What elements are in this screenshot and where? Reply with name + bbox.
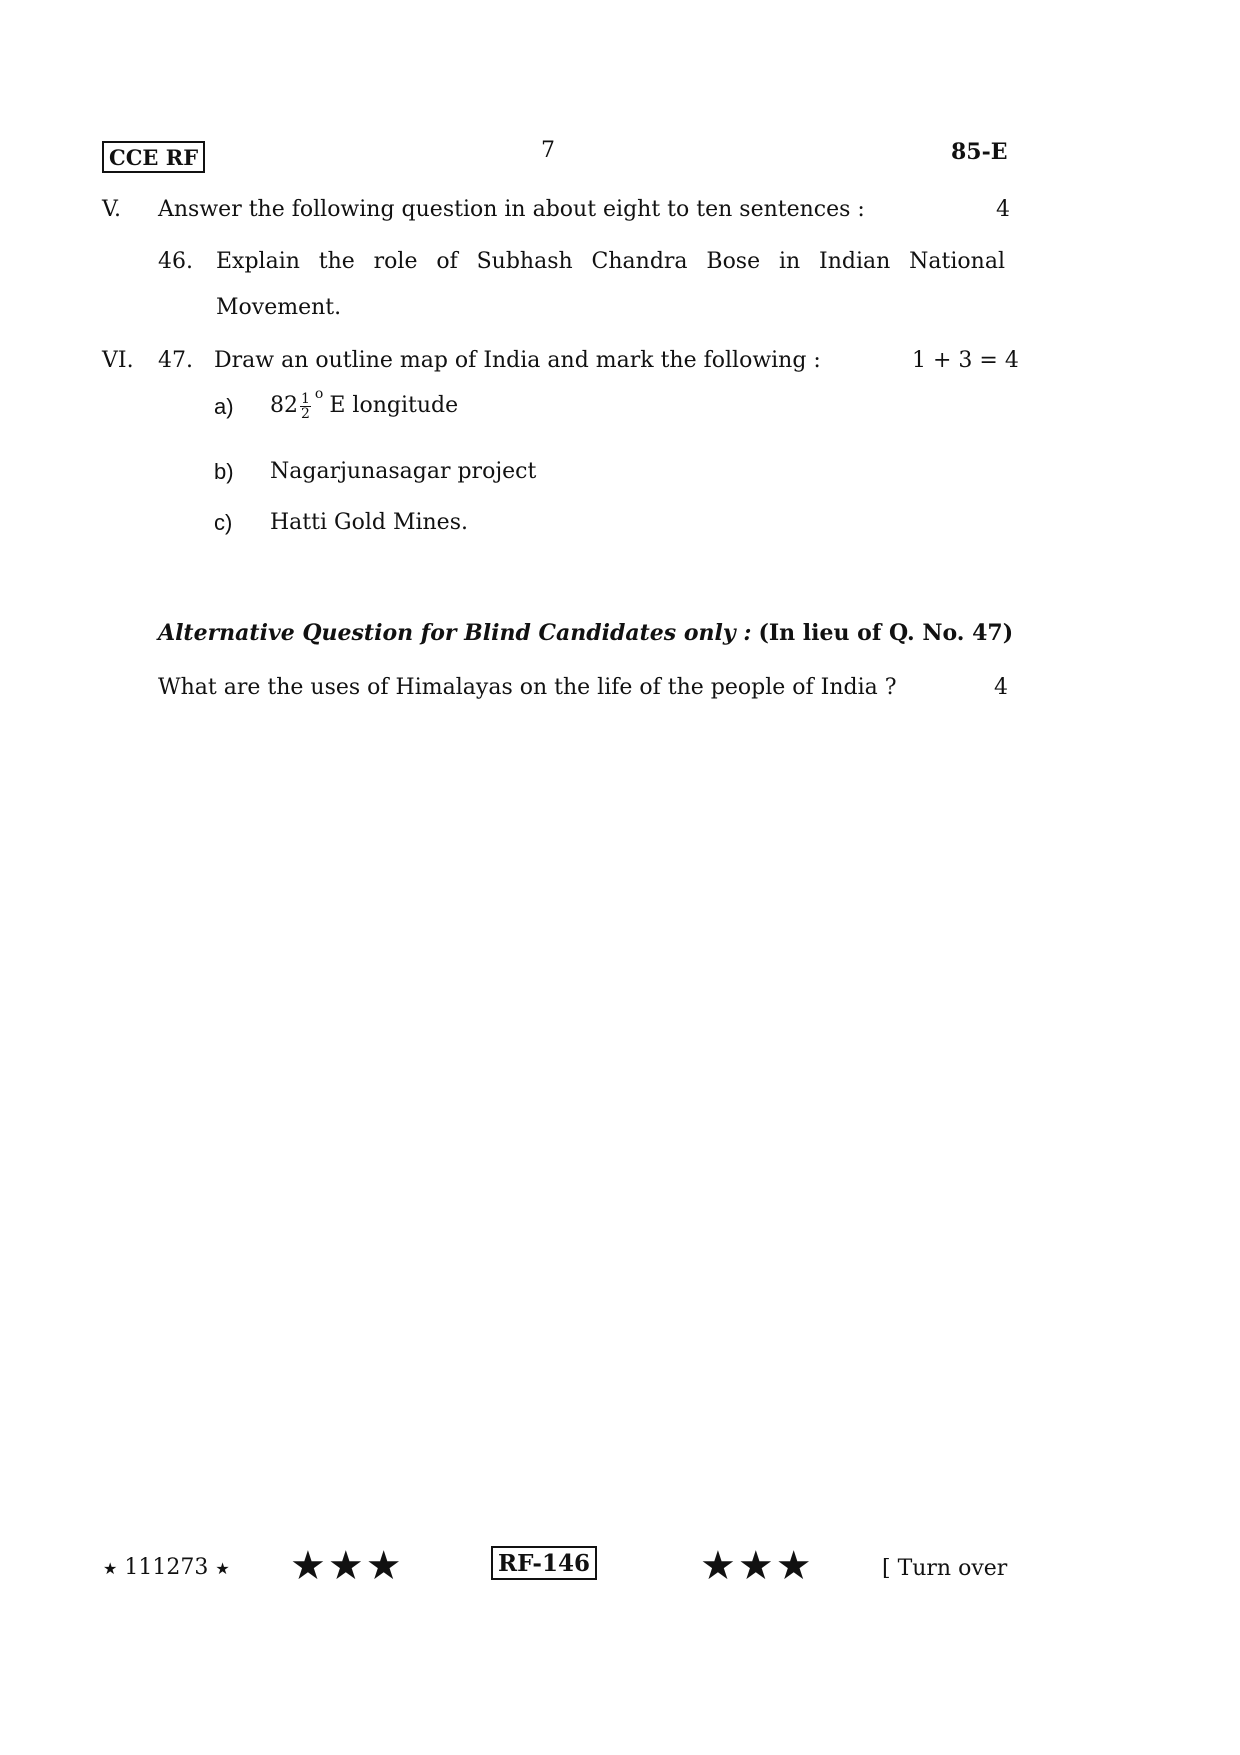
degree-symbol: o xyxy=(314,386,324,402)
footer-stars-left: ★★★ xyxy=(290,1543,404,1589)
fraction-numerator: 1 xyxy=(301,390,310,407)
section-v-instruction: Answer the following question in about eight to ten sentences : xyxy=(158,197,865,222)
question-46-line1: Explain the role of Subhash Chandra Bose in Indian National xyxy=(216,249,1005,274)
fraction-denominator: 2 xyxy=(301,405,310,422)
alternative-marks: 4 xyxy=(994,675,1008,700)
serial-number: 111273 xyxy=(124,1555,209,1580)
alternative-heading-italic: Alternative Question for Blind Candidates only : xyxy=(158,620,752,646)
footer-serial xyxy=(103,1555,230,1580)
paper-code-box: CCE RF xyxy=(102,141,205,173)
item-b-label: b) xyxy=(214,459,234,484)
footer-stars-right: ★★★ xyxy=(700,1543,814,1589)
subject-code: 85-E xyxy=(951,139,1008,165)
alternative-heading xyxy=(158,620,1013,646)
item-a-text xyxy=(270,386,458,421)
alternative-heading-rest: (In lieu of Q. No. 47) xyxy=(758,620,1014,646)
turn-over-note: [ Turn over xyxy=(882,1556,1008,1581)
section-v-marks: 4 xyxy=(996,197,1010,222)
item-b-text: Nagarjunasagar project xyxy=(270,459,537,484)
page-number: 7 xyxy=(541,138,555,163)
longitude-label: E longitude xyxy=(329,393,459,418)
question-47-instruction: Draw an outline map of India and mark the following : xyxy=(214,348,821,373)
longitude-fraction xyxy=(300,392,311,421)
star-icon: ★ xyxy=(103,1559,118,1578)
question-47-number: 47. xyxy=(158,348,193,373)
question-46-line2: Movement. xyxy=(216,295,342,320)
longitude-whole: 82 xyxy=(270,393,298,418)
question-47-marks: 1 + 3 = 4 xyxy=(912,348,1019,373)
item-c-text: Hatti Gold Mines. xyxy=(270,510,468,535)
question-46-number: 46. xyxy=(158,249,193,274)
alternative-question: What are the uses of Himalayas on the life of the people of India ? xyxy=(158,675,897,700)
section-vi-numeral: VI. xyxy=(102,348,134,373)
star-icon: ★ xyxy=(215,1559,230,1578)
footer-code-box: RF-146 xyxy=(491,1546,597,1580)
item-c-label: c) xyxy=(214,510,233,535)
section-v-numeral: V. xyxy=(102,197,122,222)
item-a-label: a) xyxy=(214,394,234,419)
